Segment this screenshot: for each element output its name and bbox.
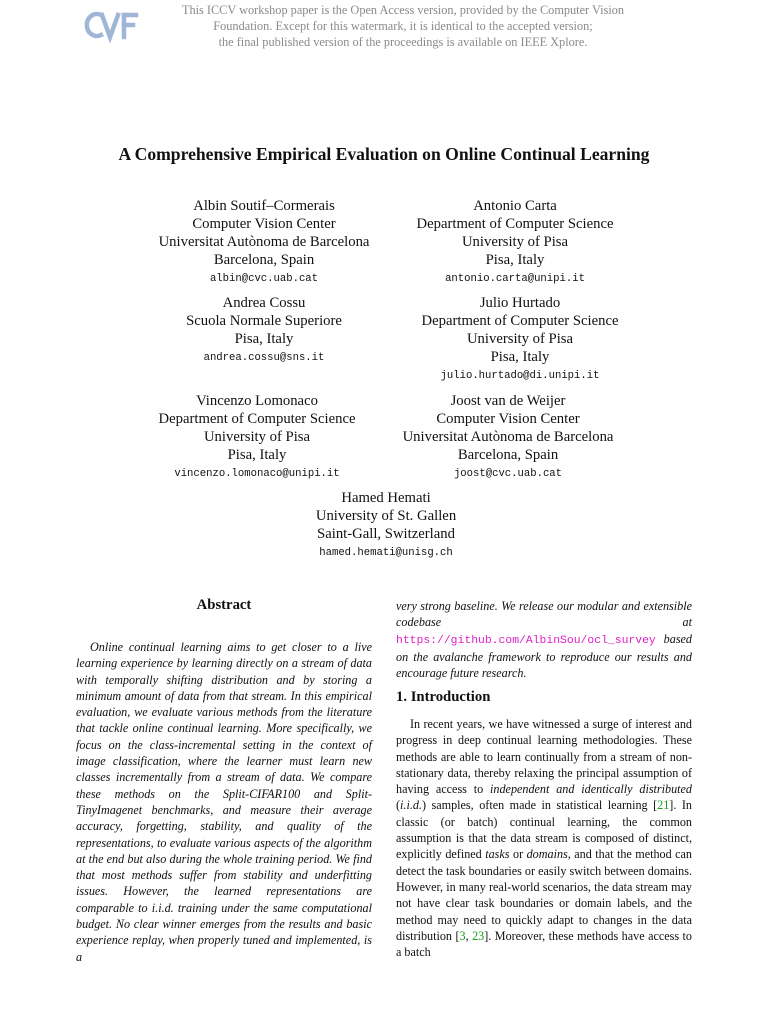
author-block: [159, 197, 370, 289]
author-affiliation: Universitat Autònoma de Barcelona: [402, 429, 614, 445]
author-affiliation: Barcelona, Spain: [213, 252, 315, 268]
author-block: [422, 294, 619, 386]
author-name: Albin Soutif–Cormerais: [193, 198, 335, 214]
cvf-logo: [82, 6, 140, 44]
author-affiliation: Pisa, Italy: [485, 252, 545, 268]
author-affiliation: University of Pisa: [466, 331, 574, 347]
intro-text: , and that the method can detect the task boundaries or easily switch between domains. However, in many real-world scenarios, the data stream may not have clear task boundaries or domain labels, and the method may need to quickly adapt to changes in the data distribution [: [396, 847, 693, 943]
intro-text: (: [396, 798, 401, 813]
author-email[interactable]: antonio.carta@unipi.it: [445, 273, 585, 285]
author-affiliation: Pisa, Italy: [490, 349, 550, 365]
open-access-watermark: [168, 2, 638, 50]
citation-link[interactable]: 3: [459, 928, 466, 943]
author-email[interactable]: hamed.hemati@unisg.ch: [319, 547, 453, 559]
author-affiliation: Department of Computer Science: [158, 411, 356, 427]
author-affiliation: University of Pisa: [461, 234, 569, 250]
author-name: Julio Hurtado: [479, 295, 561, 311]
intro-emphasis: tasks: [485, 847, 510, 862]
author-affiliation: Computer Vision Center: [192, 216, 336, 232]
author-affiliation: Department of Computer Science: [416, 216, 614, 232]
author-name: Hamed Hemati: [341, 490, 431, 506]
author-name: Andrea Cossu: [222, 295, 306, 311]
abstract-body: Online continual learning aims to get closer to a live learning experience by learning directly on a stream of data with temporally shifting distribution and by storing a minimum amount of data from that stream. In this empirical evaluation, we evaluate various methods from the literature that tackle online continual learning. More specifically, we focus on the class-incremental setting in the context of image classification, where the learner must learn new classes incrementally from a stream of data. We compare these methods on the Split-CIFAR100 and Split-TinyImagenet benchmarks, and measure their average accuracy, forgetting, stability, and quality of the representations, to evaluate various aspects of the algorithm at the end but also during the whole training period. We find that most methods suffer from stability and underfitting issues. However, the learned representations are comparable to i.i.d. training under the same computational budget. No clear winner emerges from the results and basic experience replay, when properly tuned and implemented, is a: [76, 640, 372, 964]
author-affiliation: Universitat Autònoma de Barcelona: [158, 234, 370, 250]
abstract-text: based on the avalanche framework to reproduce our results and encourage future research.: [396, 631, 692, 681]
author-email[interactable]: julio.hurtado@di.unipi.it: [440, 370, 600, 382]
author-affiliation: Computer Vision Center: [436, 411, 580, 427]
paper-title: A Comprehensive Empirical Evaluation on Online Continual Learning: [118, 144, 650, 164]
citation-link[interactable]: 21: [657, 798, 670, 813]
section-heading-introduction: 1. Introduction: [396, 689, 491, 705]
introduction-paragraph: [396, 716, 692, 960]
author-email[interactable]: andrea.cossu@sns.it: [203, 352, 325, 364]
intro-text: ]. Moreover, these methods have access to a batch: [396, 928, 692, 960]
citation-link[interactable]: 23: [472, 928, 485, 943]
author-affiliation: University of Pisa: [203, 429, 311, 445]
author-affiliation: Saint-Gall, Switzerland: [317, 526, 455, 542]
intro-text: ,: [465, 928, 473, 943]
watermark-line-2: Foundation. Except for this watermark, it is identical to the accepted version;: [213, 19, 593, 33]
author-block: [403, 392, 614, 484]
author-email[interactable]: joost@cvc.uab.cat: [453, 468, 563, 480]
author-block: [186, 294, 342, 368]
author-name: Joost van de Weijer: [450, 393, 566, 409]
author-affiliation: Pisa, Italy: [227, 447, 287, 463]
watermark-line-3: the final published version of the proceedings is available on IEEE Xplore.: [218, 35, 588, 49]
abstract-continuation: [396, 598, 692, 681]
codebase-link[interactable]: https://github.com/AlbinSou/ocl_survey: [396, 634, 656, 647]
intro-emphasis: domains: [526, 847, 568, 862]
intro-text: ]. In classic (or batch) continual learning, the common assumption is that the data stream is composed of distinct, explicitly defined: [396, 798, 692, 862]
intro-text: or: [509, 847, 527, 862]
intro-emphasis: i.i.d.: [400, 798, 422, 813]
author-email[interactable]: vincenzo.lomonaco@unipi.it: [174, 468, 340, 480]
author-email[interactable]: albin@cvc.uab.cat: [209, 273, 319, 285]
author-affiliation: Pisa, Italy: [234, 331, 294, 347]
author-block: [159, 392, 356, 484]
intro-text: In recent years, we have witnessed a surge of interest and progress in deep continual learning methodologies. These methods are able to learn continually from a stream of non-stationary data, thereby relaxing the principal assumption of having access to: [396, 717, 692, 797]
author-name: Antonio Carta: [473, 198, 557, 214]
author-name: Vincenzo Lomonaco: [196, 393, 318, 409]
abstract-text: very strong baseline. We release our modular and extensible codebase at: [396, 599, 692, 630]
abstract-heading: Abstract: [196, 597, 252, 613]
author-affiliation: University of St. Gallen: [315, 508, 457, 524]
author-block: [417, 197, 614, 289]
author-affiliation: Department of Computer Science: [421, 313, 619, 329]
author-block: [316, 489, 456, 563]
intro-text: ) samples, often made in statistical learning [: [421, 798, 658, 813]
watermark-line-1: This ICCV workshop paper is the Open Access version, provided by the Computer Vision: [181, 3, 625, 17]
intro-emphasis: independent and identically distributed: [490, 782, 692, 797]
author-affiliation: Barcelona, Spain: [457, 447, 559, 463]
author-affiliation: Scuola Normale Superiore: [186, 313, 342, 329]
